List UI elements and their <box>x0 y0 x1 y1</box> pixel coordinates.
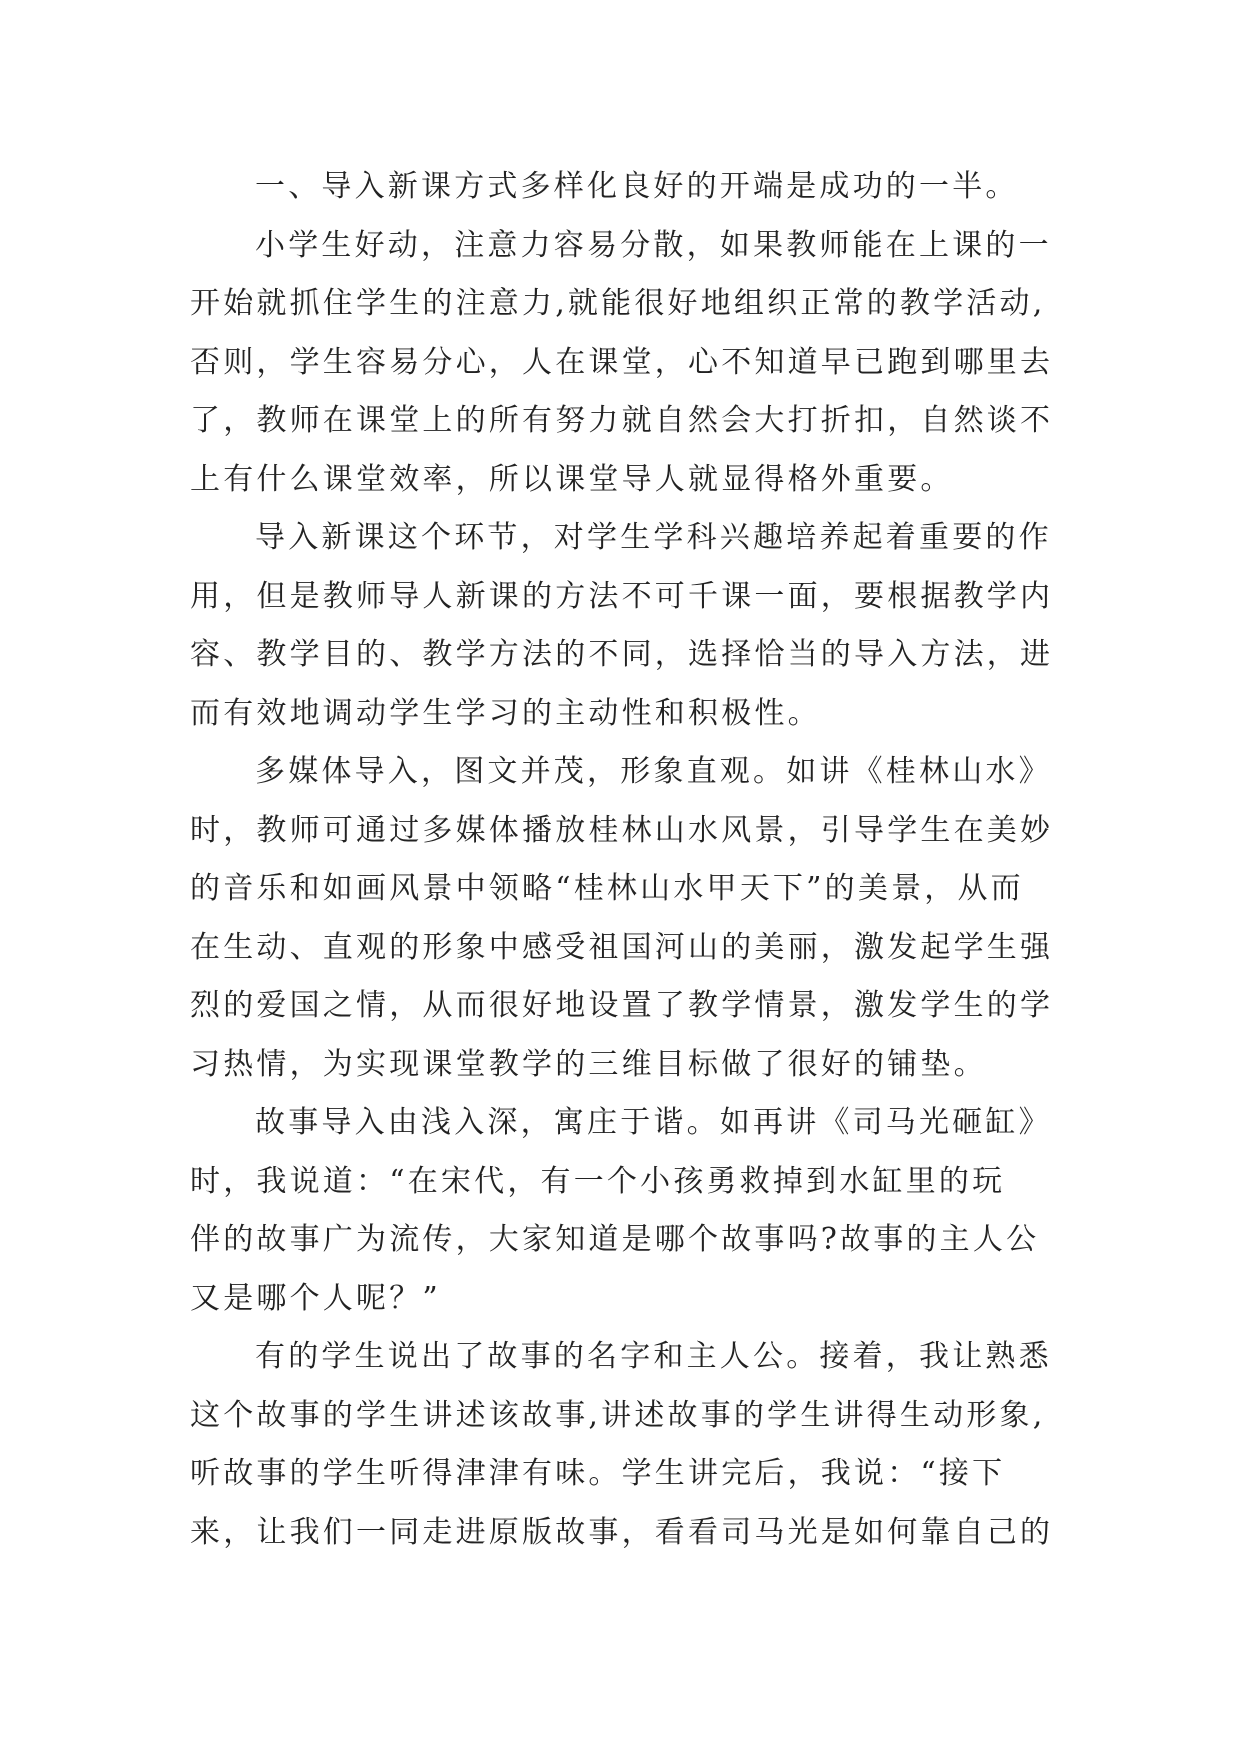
text-line: 听故事的学生听得津津有味。学生讲完后，我说：“接下 <box>190 1456 1006 1491</box>
paragraph <box>190 1094 1070 1328</box>
text-line: 伴的故事广为流传，大家知道是哪个故事吗?故事的主人公 <box>190 1222 1040 1257</box>
text-line: 时，我说道：“在宋代，有一个小孩勇救掉到水缸里的玩 <box>190 1163 1006 1199</box>
text-line: 时，教师可通过多媒体播放桂林山水风景，引导学生在美妙 <box>190 812 1054 848</box>
paragraph-heading <box>190 158 1070 217</box>
text-line: 有的学生说出了故事的名字和主人公。接着，我让熟悉 <box>255 1339 1052 1374</box>
text-line: 故事导入由浅入深，寓庄于谐。如再讲《司马光砸缸》 <box>255 1105 1052 1140</box>
text-line: 一、导入新课方式多样化良好的开端是成功的一半。 <box>255 169 1019 204</box>
text-line: 多媒体导入，图文并茂，形象直观。如讲《桂林山水》 <box>255 754 1052 789</box>
text-line: 烈的爱国之情，从而很好地设置了教学情景，激发学生的学 <box>190 988 1054 1023</box>
paragraph <box>190 217 1070 510</box>
text-line: 开始就抓住学生的注意力,就能很好地组织正常的教学活动, <box>190 286 1046 321</box>
text-line: 导入新课这个环节，对学生学科兴趣培养起着重要的作 <box>255 520 1052 555</box>
paragraph <box>190 743 1070 1094</box>
text-line: 否则，学生容易分心，人在课堂，心不知道早已跑到哪里去 <box>190 344 1054 380</box>
text-line: 来，让我们一同走进原版故事，看看司马光是如何靠自己的 <box>190 1514 1054 1550</box>
text-line: 这个故事的学生讲述该故事,讲述故事的学生讲得生动形象, <box>190 1397 1046 1433</box>
paragraph <box>190 509 1070 743</box>
paragraph <box>190 1328 1070 1562</box>
text-line: 习热情，为实现课堂教学的三维目标做了很好的铺垫。 <box>190 1046 987 1082</box>
text-line: 用，但是教师导人新课的方法不可千课一面，要根据教学内 <box>190 578 1054 614</box>
text-line: 了，教师在课堂上的所有努力就自然会大打折扣，自然谈不 <box>190 403 1054 438</box>
text-line: 的音乐和如画风景中领略“桂林山水甲天下”的美景，从而 <box>190 871 1024 906</box>
text-line: 在生动、直观的形象中感受祖国河山的美丽，激发起学生强 <box>190 929 1054 965</box>
text-line: 而有效地调动学生学习的主动性和积极性。 <box>190 695 821 731</box>
text-line: 又是哪个人呢？” <box>190 1280 441 1316</box>
text-line: 上有什么课堂效率，所以课堂导人就显得格外重要。 <box>190 461 954 497</box>
text-line: 小学生好动，注意力容易分散，如果教师能在上课的一 <box>255 227 1052 263</box>
document-body <box>190 158 1070 1562</box>
text-line: 容、教学目的、教学方法的不同，选择恰当的导入方法，进 <box>190 637 1054 672</box>
